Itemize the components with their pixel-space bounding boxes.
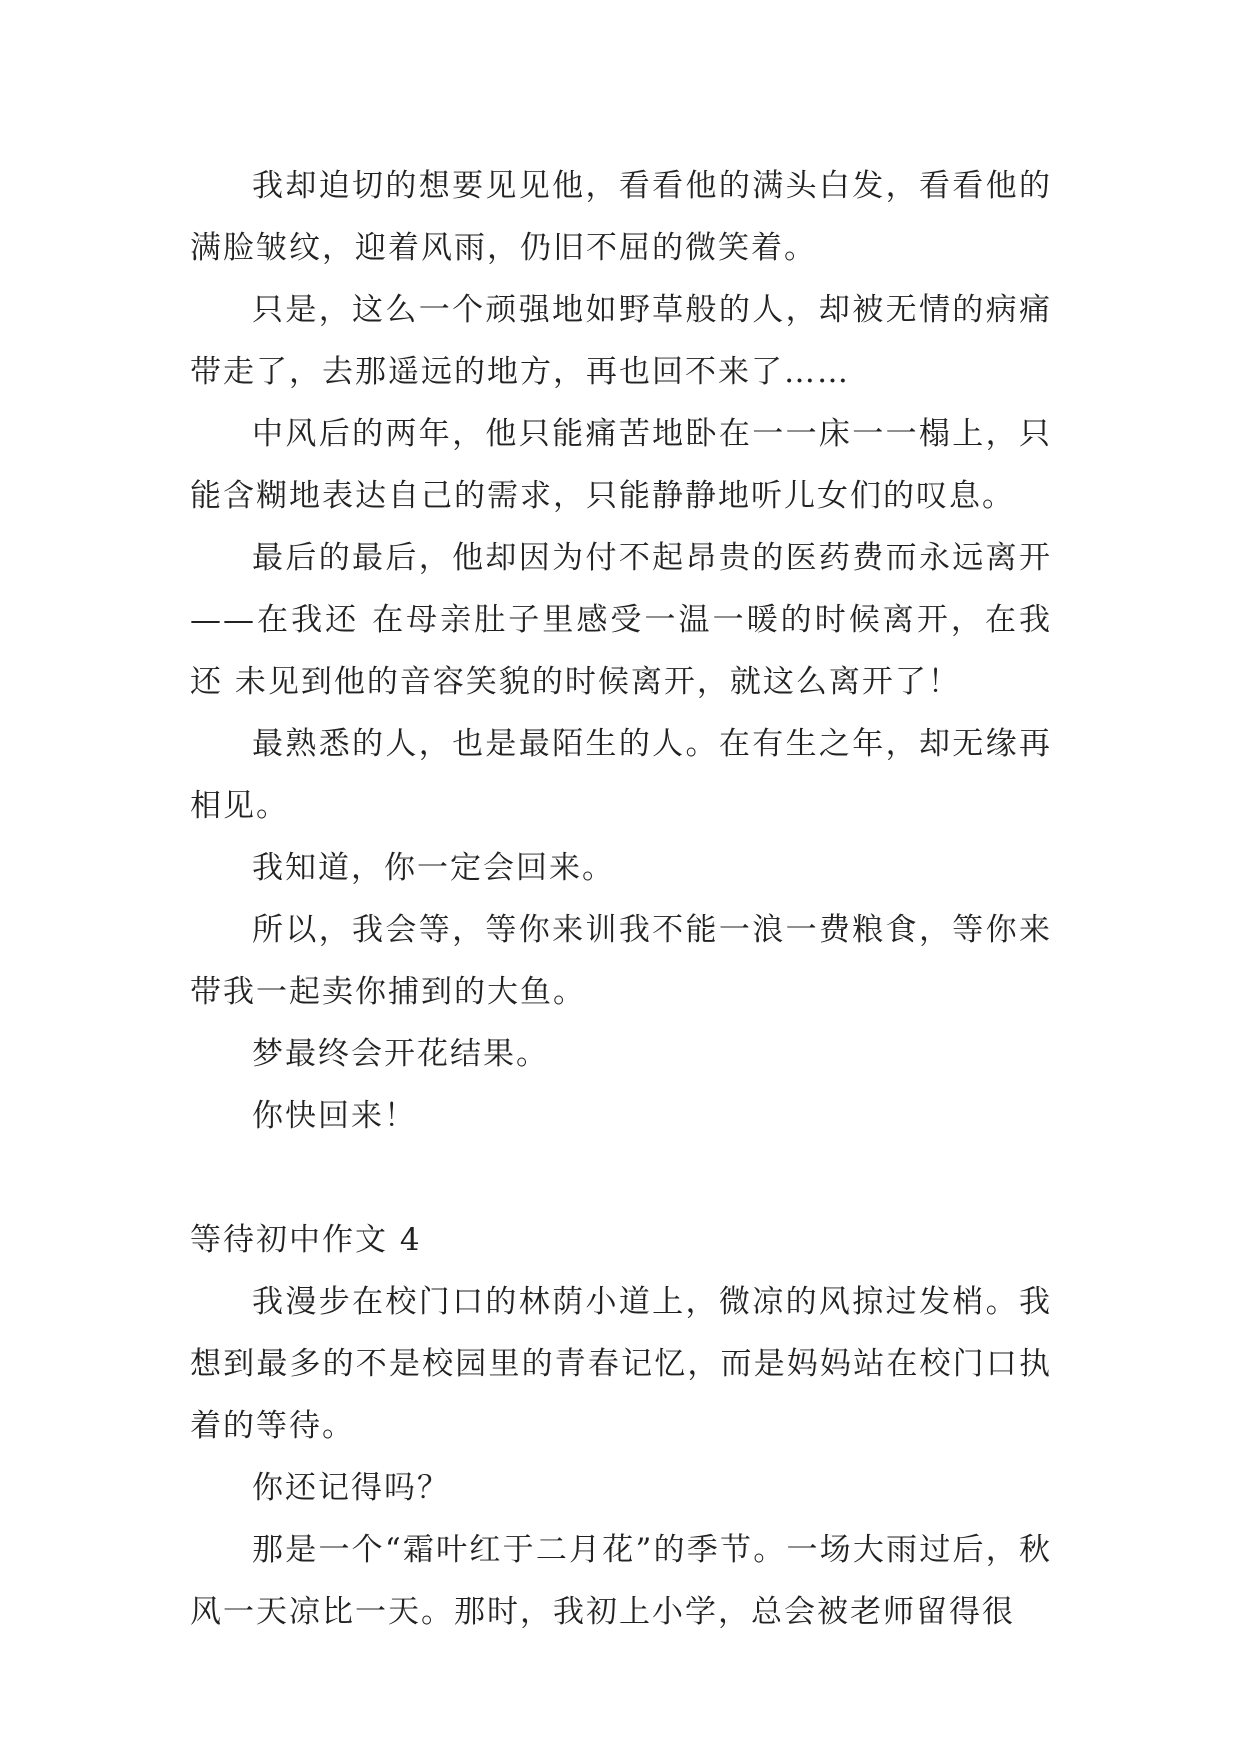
- paragraph: 最熟悉的人，也是最陌生的人。在有生之年，却无缘再相见。: [190, 726, 1052, 824]
- paragraph: 中风后的两年，他只能痛苦地卧在一一床一一榻上，只能含糊地表达自己的需求，只能静静地听儿女们的叹息。: [190, 416, 1052, 514]
- document-body: [190, 155, 1052, 1643]
- paragraph: 你还记得吗？: [252, 1470, 450, 1506]
- paragraph: 我却迫切的想要见见他，看看他的满头白发，看看他的满脸皱纹，迎着风雨，仍旧不屈的微笑着。: [190, 168, 1052, 266]
- paragraph: 我漫步在校门口的林荫小道上，微凉的风掠过发梢。我想到最多的不是校园里的青春记忆，而是妈妈站在校门口执着的等待。: [190, 1284, 1052, 1444]
- paragraph: 只是，这么一个顽强地如野草般的人，却被无情的病痛带走了，去那遥远的地方，再也回不来了……: [190, 292, 1052, 390]
- paragraph: 我知道，你一定会回来。: [252, 850, 615, 886]
- paragraph: 最后的最后，他却因为付不起昂贵的医药费而永远离开——在我还 在母亲肚子里感受一温一暖的时候离开，在我还 未见到他的音容笑貌的时候离开，就这么离开了！: [190, 540, 1052, 700]
- section-title: 等待初中作文 4: [190, 1222, 422, 1258]
- paragraph: 你快回来！: [252, 1098, 417, 1134]
- paragraph: 所以，我会等，等你来训我不能一浪一费粮食，等你来带我一起卖你捕到的大鱼。: [190, 912, 1052, 1010]
- paragraph: 那是一个“霜叶红于二月花”的季节。一场大雨过后，秋风一天凉比一天。那时，我初上小学，总会被老师留得很: [190, 1532, 1052, 1630]
- paragraph: 梦最终会开花结果。: [252, 1036, 549, 1072]
